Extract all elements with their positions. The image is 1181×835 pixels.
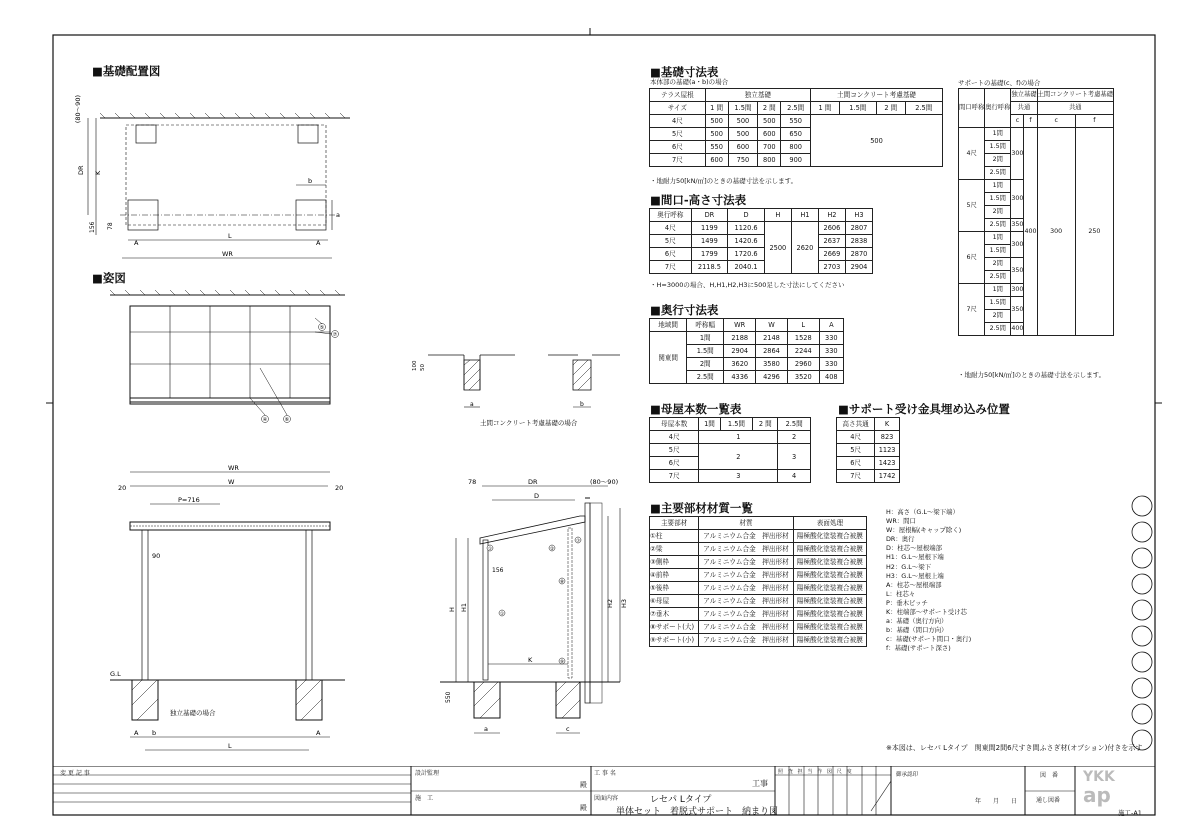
callout-2: ② xyxy=(549,547,555,552)
change-record-label: 変 更 記 事 xyxy=(60,770,90,777)
opening-height-table: 奥行呼称 DR D H H1 H2 H3 4尺 1199 1120.6 2500 2620 2606 2807 5尺 1499 1420.6 2637 2838 6尺 1799 1720.6 2669 2870 7尺 2118.5 2040.1 2703 2904 xyxy=(649,208,873,274)
materials-table: 主要部材 材質 表面処理 ①柱 アルミニウム合金 押出形材 陽極酸化塗装複合被膜 ②梁 アルミニウム合金 押出形材 陽極酸化塗装複合被膜 ③側枠 アルミニウム合金 押出形材 陽極酸化塗装複合被膜 ④前枠 アルミニウム合金 押出形材 陽極酸化塗装複合被膜 ⑤後枠 アルミニウム合金 押出形材 陽極酸化塗装複合被膜 ⑥母屋 アルミニウム合金 押出形材 陽極酸化塗装複合被膜 ⑦垂木 アルミニウム合金 押出形材 陽極酸化塗装複合被膜 ⑧サポート(大) アルミニウム合金 押出形材 陽極酸化塗装複合被膜 ⑨サポート(小) アルミニウム合金 押出形材 陽極酸化塗装複合被膜 xyxy=(649,516,867,647)
dim-100: 100 xyxy=(412,360,418,371)
dim-l: L xyxy=(228,232,232,240)
project-koji: 工事 xyxy=(752,779,768,788)
dim-dr: DR xyxy=(77,165,85,175)
dim-w: W xyxy=(228,478,235,486)
dim-550: 550 xyxy=(445,691,452,703)
dim-wr2: WR xyxy=(228,464,239,472)
dim-80-90: (80～90) xyxy=(74,95,82,124)
found-size-sub: 本体部の基礎(a・b)の場合 xyxy=(650,78,729,86)
dim-156: 156 xyxy=(89,221,96,233)
callout-1: ① xyxy=(487,547,493,552)
dim-90: 90 xyxy=(152,552,161,560)
found-size-heading: ■基礎寸法表 xyxy=(650,65,719,79)
symbol-legend: H：高さ（G.L～梁下端） WR：間口 W：屋根幅(キャップ除く) DR：奥行 D：柱芯～屋根端部 H1：G.L～屋根下端 H2：G.L～梁下 H3：G.L～屋根上端 A：柱芯～屋根端部 L：柱芯々 P：垂木ピッチ K：柱端部～サポート受け芯 a：基礎（奥行方向） b：基礎（間口方向） c：基礎(サポート間口・奥行) f：基礎(サポート深さ) xyxy=(886,508,972,653)
dim-78b: 78 xyxy=(468,478,477,486)
product-name: レセパ Lタイプ xyxy=(650,795,712,805)
depth-heading: ■奥行寸法表 xyxy=(650,303,719,317)
side-elevation-drawing xyxy=(100,460,360,760)
dim-20-left: 20 xyxy=(118,484,127,492)
callout-6: ⑥ xyxy=(284,417,290,423)
dim-78: 78 xyxy=(107,222,114,230)
dim-p: P=716 xyxy=(178,496,200,504)
serial-number-label: 通し図番 xyxy=(1036,797,1061,804)
drawing-code: 施工-A1 xyxy=(1118,809,1142,817)
dim-80-90b: (80～90) xyxy=(590,478,619,486)
appearance-heading: ■姿図 xyxy=(92,271,126,285)
found-size-note: ・地耐力50[kN/㎡]のときの基礎寸法を示します。 xyxy=(650,177,798,185)
dim-50: 50 xyxy=(420,364,426,371)
dim-A4: A xyxy=(316,729,321,737)
ykk-ap-logo: YKK ap xyxy=(1083,769,1115,807)
dim-a2: a xyxy=(470,401,474,408)
dim-h1: H1 xyxy=(460,602,468,612)
dim-k: K xyxy=(94,170,102,175)
foundation-placement-drawing xyxy=(60,80,360,270)
dim-A-right: A xyxy=(316,239,321,247)
dim-b3: b xyxy=(152,729,157,737)
dim-l2: L xyxy=(228,742,232,750)
callout-5: ⑤ xyxy=(319,325,325,331)
materials-heading: ■主要部材材質一覧 xyxy=(650,501,753,515)
front-elevation-drawing xyxy=(100,288,360,428)
soil-foundation-detail xyxy=(410,345,620,435)
design-label: 設計監理 xyxy=(415,770,440,777)
dim-156b: 156 xyxy=(492,567,504,574)
opening-note: ・H=3000の場合、H,H1,H2,H3に500足した寸法にしてください xyxy=(650,281,845,289)
construction-dono: 殿 xyxy=(580,804,587,812)
opening-heading: ■間口-高さ寸法表 xyxy=(650,193,747,207)
support-foundation-table: 間口呼称 奥行呼称 独立基礎 土間コンクリート考慮基礎 共通 共通 c f c f 4尺 1間 300 400 300 250 1.5間 2間 2.5間 5尺 1間 300 1.5間 2間 2.5間 350 6尺 1間 300 1.5間 2間 350 2.5間 7尺 1間 300 1.5間 350 2間 2.5間 400 xyxy=(958,88,1114,336)
support-note: ・地耐力50[kN/㎡]のときの基礎寸法を示します。 xyxy=(958,371,1106,379)
dim-wr: WR xyxy=(222,250,233,258)
drawing-footnote: ※本図は、レセパ Lタイプ 関東間2間6尺すき間ふさぎ材(オプション)付きを示す xyxy=(886,744,1143,752)
dim-a3: a xyxy=(484,725,488,733)
approval-label: 御承認印 xyxy=(896,772,919,778)
dim-d: D xyxy=(534,492,540,500)
section-drawing xyxy=(440,478,640,758)
callout-7: ⑦ xyxy=(332,332,338,338)
drawing-number-label: 図 番 xyxy=(1040,772,1059,779)
check-columns: 照 査 担 当 作 図 尺 度 xyxy=(778,769,852,775)
purlin-heading: ■母屋本数一覧表 xyxy=(650,402,742,416)
callout-4: ④ xyxy=(262,417,268,423)
placement-heading: ■基礎配置図 xyxy=(92,64,161,78)
callout-9: ⑨ xyxy=(559,660,565,665)
support-found-heading: サポートの基礎(c、f)の場合 xyxy=(958,79,1041,87)
bracket-heading: ■サポート受け金具埋め込み位置 xyxy=(838,402,1010,416)
construction-label: 施 工 xyxy=(415,795,434,802)
dim-h3: H3 xyxy=(620,598,628,608)
date-label: 年 月 日 xyxy=(975,798,1018,805)
dim-A3: A xyxy=(134,729,139,737)
design-dono: 殿 xyxy=(580,781,587,789)
content-label: 図面内容 xyxy=(594,795,619,802)
project-name-label: 工 事 名 xyxy=(594,770,616,777)
drawing-description: 単体セット 着脱式サポート 納まり図 xyxy=(616,807,779,817)
dim-h: H xyxy=(448,607,456,612)
dim-20-right: 20 xyxy=(335,484,344,492)
bracket-position-table: 高さ共通 K 4尺 823 5尺 1123 6尺 1423 7尺 1742 xyxy=(836,417,900,483)
callout-8: ⑧ xyxy=(559,580,565,585)
ind-case-label: 独立基礎の場合 xyxy=(170,709,216,717)
depth-size-table: 地域間 呼称幅 WR W L A 関東間 1間 2188 2148 1528 330 1.5間 2904 2864 2244 330 2間 3620 3580 2960 330 2.5間 4336 4296 3520 408 xyxy=(649,318,844,384)
purlin-count-table: 母屋本数 1間 1.5間 2 間 2.5間 4尺 1 2 5尺 2 3 6尺 7尺 3 4 xyxy=(649,417,811,483)
callout-7b: ⑦ xyxy=(575,539,581,544)
dim-a: a xyxy=(336,211,340,219)
gl-label-left: G.L xyxy=(110,670,121,678)
dim-A-left: A xyxy=(134,239,139,247)
dim-h2: H2 xyxy=(606,598,614,608)
soil-case-label: 土間コンクリート考慮基礎の場合 xyxy=(480,419,578,427)
dim-dr2: DR xyxy=(528,478,538,486)
dim-b2: b xyxy=(580,401,584,408)
callout-1b: ① xyxy=(499,612,505,617)
dim-b: b xyxy=(308,177,313,185)
dim-c: c xyxy=(566,725,570,733)
foundation-size-table: テラス屋根 独立基礎 土間コンクリート考慮基礎 サイズ 1 間 1.5間 2 間 2.5間 1 間 1.5間 2 間 2.5間 4尺 500 500 500 550 500 5尺 500 500 600 650 6尺 550 600 700 800 7尺 600 750 800 900 xyxy=(649,88,943,167)
dim-k2: K xyxy=(528,656,533,664)
